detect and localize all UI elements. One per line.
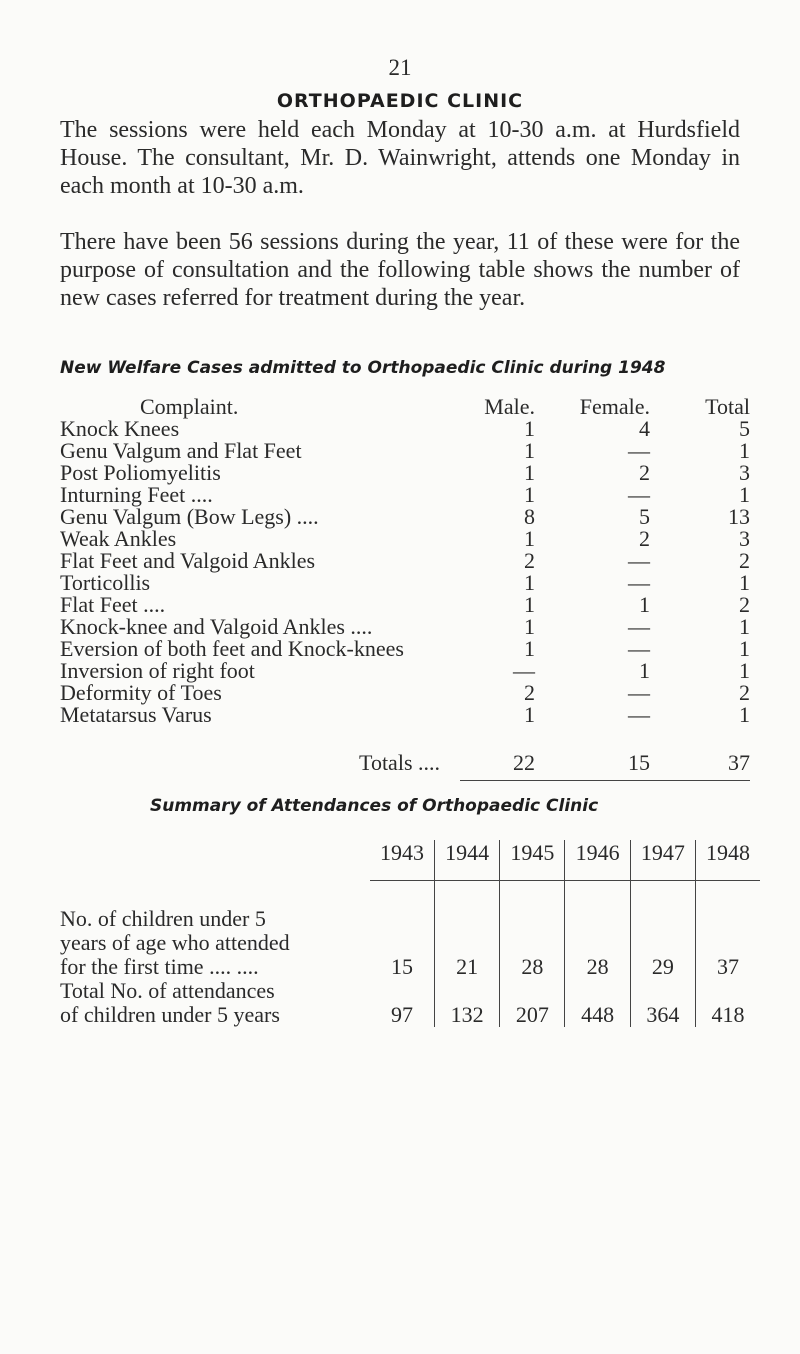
female-cell: — xyxy=(628,482,650,507)
summary-value: 418 xyxy=(695,979,760,1027)
totals-male: 22 xyxy=(513,750,535,775)
total-cell: 1 xyxy=(739,438,750,463)
total-cell: 1 xyxy=(739,658,750,683)
summary-label-line: Total No. of attendances xyxy=(60,978,275,1003)
total-cell: 2 xyxy=(739,680,750,705)
complaint-cell: Genu Valgum (Bow Legs) .... xyxy=(60,504,319,529)
summary-spacer xyxy=(60,881,760,908)
complaint-cell: Knock-knee and Valgoid Ankles .... xyxy=(60,614,373,639)
spacer-cell xyxy=(370,881,435,908)
case-row xyxy=(60,594,750,616)
male-cell: 1 xyxy=(524,438,535,463)
male-cell: 1 xyxy=(524,702,535,727)
case-row xyxy=(60,682,750,704)
male-cell: 1 xyxy=(524,482,535,507)
totals-female: 15 xyxy=(628,750,650,775)
male-cell: 2 xyxy=(524,680,535,705)
male-cell: 1 xyxy=(524,614,535,639)
female-cell: — xyxy=(628,438,650,463)
summary-value: 97 xyxy=(391,1002,413,1027)
case-row xyxy=(60,440,750,462)
male-cell: 1 xyxy=(524,526,535,551)
cases-header-row xyxy=(60,396,750,418)
male-cell: 1 xyxy=(524,416,535,441)
total-header: Total xyxy=(705,394,750,419)
total-cell: 5 xyxy=(739,416,750,441)
sessions-paragraph: There have been 56 sessions during the year, 11 of these were for the purpose of consultation and the following table shows the number of new cases referred for treatment during the year. xyxy=(60,229,740,311)
totals-rule xyxy=(460,780,750,781)
female-cell: — xyxy=(628,680,650,705)
summary-label-line: years of age who attended xyxy=(60,930,290,955)
case-row xyxy=(60,550,750,572)
complaint-cell: Deformity of Toes xyxy=(60,680,222,705)
female-cell: 1 xyxy=(639,658,650,683)
case-row xyxy=(60,704,750,726)
summary-value: 364 xyxy=(630,979,695,1027)
complaint-cell: Torticollis xyxy=(60,570,151,595)
case-row xyxy=(60,418,750,440)
spacer-cell xyxy=(630,881,695,908)
complaint-cell: Metatarsus Varus xyxy=(60,702,212,727)
summary-table-block xyxy=(60,840,760,1027)
summary-value: 29 xyxy=(630,907,695,979)
female-cell: 1 xyxy=(639,592,650,617)
female-header: Female. xyxy=(579,394,650,419)
female-cell: — xyxy=(628,636,650,661)
complaint-cell: Flat Feet and Valgoid Ankles xyxy=(60,548,316,573)
cases-table-block xyxy=(60,396,750,781)
summary-value: 207 xyxy=(500,979,565,1027)
total-cell: 1 xyxy=(739,570,750,595)
complaint-cell: Knock Knees xyxy=(60,416,180,441)
summary-value: 28 xyxy=(500,907,565,979)
totals-label: Totals .... xyxy=(359,750,440,775)
summary-value: 448 xyxy=(565,979,630,1027)
summary-table xyxy=(60,840,760,1027)
complaint-header-label: Complaint. xyxy=(140,394,239,419)
complaint-cell: Post Poliomyelitis xyxy=(60,460,221,485)
male-cell: 1 xyxy=(524,636,535,661)
years-row xyxy=(60,840,760,881)
total-cell: 13 xyxy=(728,504,750,529)
totals-row xyxy=(60,726,750,774)
year-header: 1946 xyxy=(565,840,630,881)
complaint-cell: Genu Valgum and Flat Feet xyxy=(60,438,302,463)
case-row xyxy=(60,616,750,638)
female-cell: — xyxy=(628,614,650,639)
summary-label-line: of children under 5 years xyxy=(60,1002,280,1027)
year-header: 1944 xyxy=(435,840,500,881)
year-header: 1945 xyxy=(500,840,565,881)
summary-row-label xyxy=(60,907,370,979)
summary-row-label xyxy=(60,979,370,1027)
summary-value: 15 xyxy=(391,954,413,979)
summary-value: 28 xyxy=(565,907,630,979)
spacer-cell xyxy=(500,881,565,908)
spacer-cell xyxy=(60,881,370,908)
total-cell: 2 xyxy=(739,548,750,573)
female-cell: 2 xyxy=(639,460,650,485)
cases-table-title: New Welfare Cases admitted to Orthopaedic Clinic during 1948 xyxy=(60,358,666,378)
cases-table xyxy=(60,396,750,774)
total-cell: 3 xyxy=(739,526,750,551)
spacer-cell xyxy=(565,881,630,908)
male-cell: 2 xyxy=(524,548,535,573)
total-cell: 3 xyxy=(739,460,750,485)
female-cell: — xyxy=(628,702,650,727)
complaint-cell: Inversion of right foot xyxy=(60,658,255,683)
female-cell: — xyxy=(628,548,650,573)
summary-row xyxy=(60,907,760,979)
total-cell: 1 xyxy=(739,614,750,639)
female-cell: 4 xyxy=(639,416,650,441)
complaint-header xyxy=(60,396,450,418)
summary-label-line: No. of children under 5 xyxy=(60,906,266,931)
case-row xyxy=(60,572,750,594)
summary-value: 37 xyxy=(695,907,760,979)
summary-corner xyxy=(60,840,370,881)
summary-value: 21 xyxy=(435,907,500,979)
summary-label-line: for the first time .... .... xyxy=(60,954,259,979)
page-heading: ORTHOPAEDIC CLINIC xyxy=(276,90,524,112)
intro-paragraph: The sessions were held each Monday at 10-30 a.m. at Hurdsfield House. The consultant, Mr. D. Wainwright, attends one Monday in each month at 10-30 a.m. xyxy=(60,117,740,199)
case-row xyxy=(60,484,750,506)
male-cell: — xyxy=(513,658,535,683)
female-cell: 5 xyxy=(639,504,650,529)
total-cell: 1 xyxy=(739,636,750,661)
male-cell: 1 xyxy=(524,570,535,595)
summary-table-title: Summary of Attendances of Orthopaedic Clinic xyxy=(150,796,599,816)
year-header: 1948 xyxy=(695,840,760,881)
female-cell: 2 xyxy=(639,526,650,551)
summary-value: 132 xyxy=(435,979,500,1027)
complaint-cell: Inturning Feet .... xyxy=(60,482,213,507)
complaint-cell: Flat Feet .... xyxy=(60,592,166,617)
male-header: Male. xyxy=(484,394,535,419)
spacer-cell xyxy=(695,881,760,908)
case-row xyxy=(60,660,750,682)
page-number: 21 xyxy=(388,55,412,80)
summary-row xyxy=(60,979,760,1027)
total-cell: 1 xyxy=(739,482,750,507)
male-cell: 1 xyxy=(524,460,535,485)
year-header: 1947 xyxy=(630,840,695,881)
case-row xyxy=(60,506,750,528)
year-header: 1943 xyxy=(370,840,435,881)
totals-total: 37 xyxy=(728,750,750,775)
case-row xyxy=(60,528,750,550)
case-row xyxy=(60,638,750,660)
male-cell: 8 xyxy=(524,504,535,529)
case-row xyxy=(60,462,750,484)
total-cell: 1 xyxy=(739,702,750,727)
female-cell: — xyxy=(628,570,650,595)
complaint-cell: Eversion of both feet and Knock-knees xyxy=(60,636,404,661)
total-cell: 2 xyxy=(739,592,750,617)
complaint-cell: Weak Ankles xyxy=(60,526,177,551)
male-cell: 1 xyxy=(524,592,535,617)
spacer-cell xyxy=(435,881,500,908)
